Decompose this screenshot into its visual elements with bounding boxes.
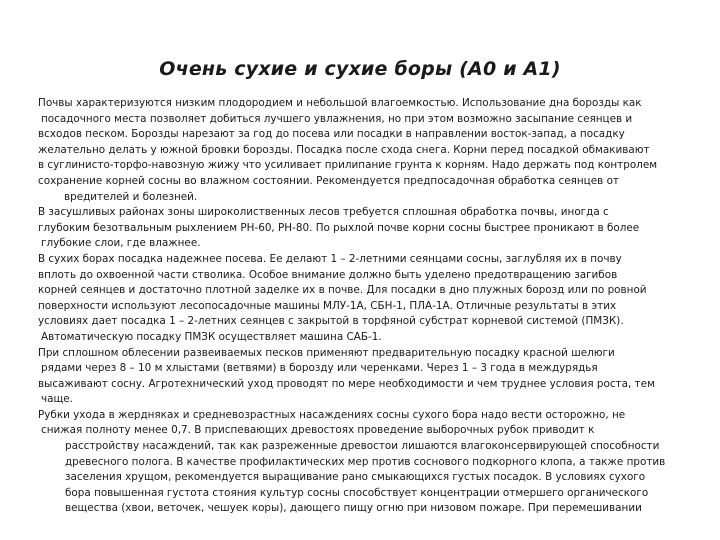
text-line: снижая полноту менее 0,7. В приспевающих древостоях проведение выборочных рубок приводит к	[41, 424, 595, 437]
text-line: При сплошном облесении развеиваемых песков применяют предварительную посадку красной шелюги	[38, 346, 615, 359]
text-line: глубокие слои, где влажнее.	[41, 237, 201, 250]
text-line: вредителей и болезней.	[64, 190, 198, 203]
text-line: расстройству насаждений, так как разреженные древостои лишаются влагоконсервирующей способности	[65, 440, 660, 453]
text-line: рядами через 8 – 10 м хлыстами (ветвями) в борозду или черенками. Через 1 – 3 года в междурядья	[41, 362, 598, 375]
text-line: условиях дает посадка 1 – 2-летних сеянцев с закрытой в торфяной субстрат корневой системой (ПМЗК).	[38, 315, 624, 328]
text-line: Почвы характеризуются низким плодородием и небольшой влагоемкостью. Использование дна борозды как	[38, 97, 642, 109]
text-line: глубоким безотвальным рыхлением РН-60, РН-80. По рыхлой почве корни сосны быстрее проникают в более	[38, 221, 640, 234]
page-title: Очень сухие и сухие боры (А0 и А1)	[159, 58, 561, 80]
text-line: бора повышенная густота стояния культур сосны способствует концентрации отмершего органического	[65, 486, 649, 499]
text-line: высаживают сосну. Агротехнический уход проводят по мере необходимости и чем труднее условия роста, тем	[38, 377, 655, 390]
text-line: сохранение корней сосны во влажном состоянии. Рекомендуется предпосадочная обработка сеянцев от	[38, 174, 619, 187]
text-line: всходов песком. Борозды нарезают за год до посева или посадки в направлении восток-запад, а посадку	[38, 128, 625, 141]
text-line: желательно делать у южной бровки борозды. Посадка после схода снега. Корни перед посадкой обмакивают	[38, 143, 650, 156]
text-line: Автоматическую посадку ПМЗК осуществляет машина САБ-1.	[41, 330, 382, 343]
text-line: корней сеянцев и достаточно плотной заделке их в почве. Для посадки в дно плужных борозд или по ровной	[38, 284, 647, 297]
text-line: вещества (хвои, веточек, чешуек коры), дающего пищу огню при низовом пожаре. При перемешивании	[65, 502, 642, 515]
text-line: В сухих борах посадка надежнее посева. Ее делают 1 – 2-летними сеянцами сосны, заглубляя их в почву	[38, 252, 622, 265]
text-line: чаще.	[41, 393, 73, 406]
body-text	[38, 96, 710, 517]
text-line: вплоть до охвоенной части стволика. Особое внимание должно быть уделено предотвращению загибов	[38, 268, 618, 281]
text-line: древесного полога. В качестве профилактических мер против соснового подкорного клопа, а также против	[65, 455, 666, 468]
text-line: посадочного места позволяет добиться лучшего увлажнения, но при этом возможно засыпание сеянцев и	[41, 112, 633, 125]
text-line: В засушливых районах зоны широколиственных лесов требуется сплошная обработка почвы, иногда с	[38, 206, 609, 219]
text-line: поверхности используют лесопосадочные машины МЛУ-1А, СБН-1, ПЛА-1А. Отличные результаты в этих	[38, 299, 617, 312]
text-line: заселения хрущом, рекомендуется выращивание рано смыкающихся густых посадок. В условиях сухого	[65, 471, 646, 484]
text-line: в суглинисто-торфо-навозную жижу что усиливает прилипание грунта к корням. Надо держать под контролем	[38, 159, 658, 172]
text-line: Рубки ухода в жердняках и средневозрастных насаждениях сосны сухого бора надо вести осторожно, не	[38, 408, 626, 421]
